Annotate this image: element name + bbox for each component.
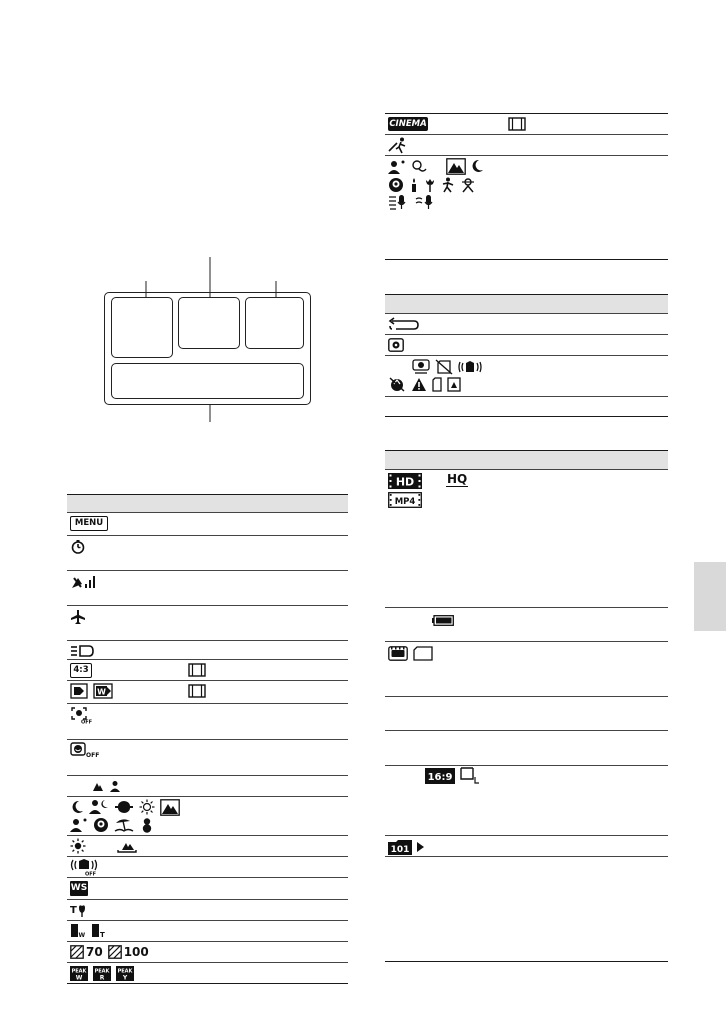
svg-text:16:9: 16:9 [427,772,453,783]
white-balance-daylight-icon [70,838,86,854]
svg-text:Y: Y [122,974,128,981]
image-size-row [425,767,480,785]
airplane-row [70,608,86,626]
snow-icon [139,817,155,833]
aspect-ratio-icon: 4:3 [70,663,92,678]
candle-icon [409,177,419,193]
svg-text:HD: HD [395,475,415,489]
self-timer-icon [70,539,86,555]
tele-macro-row [70,901,88,919]
menu-row [70,514,108,532]
baby-icon [93,817,109,833]
recording-mode-row [388,472,422,490]
video-light-icon [70,644,94,658]
gps-row [70,573,96,591]
conversion-w-icon [70,923,86,939]
svg-text:MP4: MP4 [394,496,416,507]
white-balance-one-push-icon [116,838,138,854]
wide-select-row [70,879,88,897]
smile-shutter-off-icon [70,742,100,760]
recording-table-header [385,451,668,469]
movie-mode-icon-2 [188,684,206,698]
peaking-row [70,964,134,982]
media-row [388,644,433,662]
conversion-wt-row [70,922,107,940]
movie-mode-icon [188,663,206,677]
playback-table-header [385,295,668,313]
peaking-yellow-icon [116,966,134,981]
tulip-macro-icon [424,177,436,193]
beach-icon [114,817,134,833]
warning-icons-row-1 [412,358,482,376]
zebra-70-label: 70 [86,945,103,959]
conversion-t-icon [91,923,107,939]
party-icon [460,177,476,193]
left-table-header [67,495,348,512]
svg-text:W: W [78,932,86,939]
image-warning-icon [447,377,461,392]
night-scene-icon-2 [470,158,484,174]
preview-row [388,336,404,354]
scene-selection-row-1 [388,158,427,176]
wide-select-icon: WS [70,881,88,896]
wind-noise-reduction-icon [388,194,410,210]
face-detection-off-row [70,706,92,724]
wide-conversion-icon [93,683,113,699]
no-card-icon [435,359,453,375]
conversion-lens-row [70,682,113,700]
tele-conversion-icon [70,683,88,699]
diagram-callout-lines [100,250,320,430]
battery-row [432,611,454,629]
scene-selection-row-2 [388,176,476,194]
svg-text:PEAK: PEAK [117,968,133,974]
hq-quality-icon: HQ [447,472,468,486]
cinema-badge-icon: CINEMA [388,117,428,131]
video-light-row [70,642,94,660]
svg-text:101: 101 [390,845,410,855]
night-scene-icon [70,799,84,815]
zebra-100-label: 100 [123,945,149,959]
gps-off-icon [388,376,406,392]
mp4-format-icon [388,492,422,508]
folder-row [388,838,424,856]
aspect-ratio-row [70,661,92,679]
svg-text:PEAK: PEAK [94,968,110,974]
svg-text:W: W [75,974,83,981]
menu-button-icon: MENU [70,516,108,531]
svg-text:OFF: OFF [86,752,100,759]
repeat-row [388,315,420,333]
svg-text:OFF: OFF [85,871,97,876]
steadyshot-off-icon [70,858,100,876]
chapter-side-tab [694,562,726,631]
preview-icon [388,338,404,352]
golf-shot-row [388,136,410,154]
audio-mode-row [388,193,437,211]
white-balance-row [70,837,86,855]
spotlight-icon [411,159,427,175]
landscape-icon [160,799,180,816]
cinema-row [388,115,428,133]
svg-text:T: T [100,931,105,939]
fireworks-icon [139,799,155,815]
golf-shot-icon [388,137,410,154]
night-portrait-icon [89,799,109,815]
self-timer-row [70,538,86,556]
peaking-red-icon [93,966,111,981]
warning-icons-row-2 [388,375,461,393]
svg-text:R: R [99,974,105,981]
gps-signal-icon [70,574,96,590]
mp4-row [388,491,422,509]
scene-icons-row-1 [70,798,180,816]
image-size-large-icon [460,767,480,785]
svg-text:W: W [97,687,106,697]
svg-text:T: T [70,905,77,916]
warning-triangle-icon [411,377,427,392]
memory-card-icon [413,646,433,661]
sports-icon [441,177,455,193]
repeat-icon [388,317,420,331]
face-priority-icon [412,359,430,375]
zebra-icon-2 [108,945,122,959]
portrait-small-icon [109,780,121,792]
svg-text:OFF: OFF [81,719,92,724]
play-arrow-icon [417,842,424,852]
steadyshot-warning-icon [458,359,482,375]
backlight-portrait-icon [70,817,88,833]
zebra-row [70,943,149,961]
portrait-scene-icon [388,159,406,175]
internal-memory-icon [388,646,408,661]
landscape-scene-icon [446,158,466,175]
face-detection-off-icon [70,706,92,724]
peaking-white-icon [70,966,88,981]
baby-scene-icon [388,177,404,193]
tele-macro-icon [70,902,88,918]
folder-number-icon [388,839,412,855]
svg-text:PEAK: PEAK [71,968,87,974]
wide-aspect-icon [425,768,455,784]
intelligent-auto-row [92,777,121,795]
voice-mic-icon [415,194,437,210]
scene-icons-row-2 [70,816,155,834]
battery-icon [432,615,454,626]
landscape-small-icon [92,780,104,792]
sunrise-sunset-icon [114,799,134,815]
smile-shutter-off-row [70,742,100,760]
steadyshot-off-row [70,858,100,876]
airplane-mode-icon [70,609,86,625]
hd-quality-icon [388,473,422,489]
zebra-icon [70,945,84,959]
card-warning-icon [432,377,442,392]
movie-mode-icon-3 [508,117,526,131]
